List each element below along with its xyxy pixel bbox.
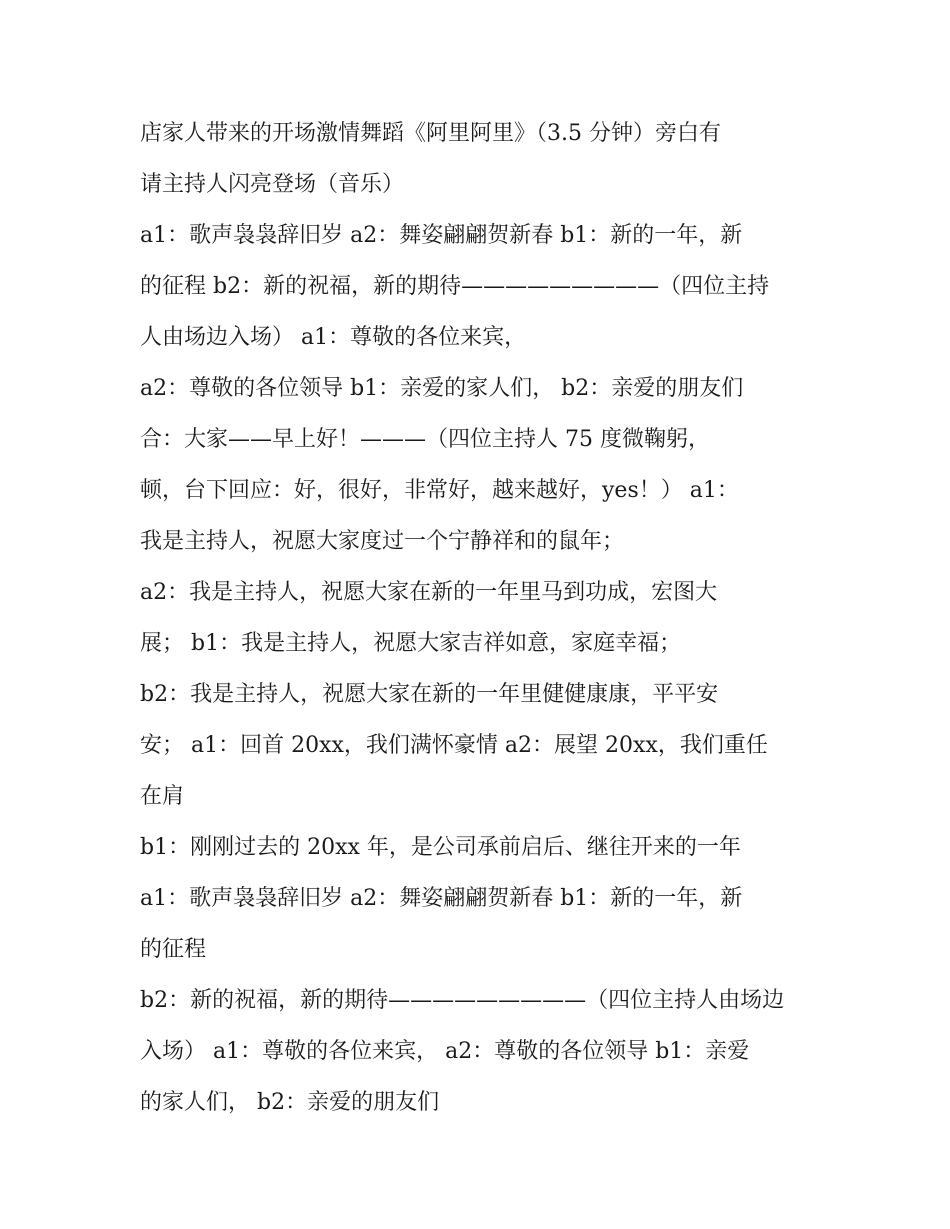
text-line: 的征程 bbox=[140, 937, 207, 962]
text-line: 店家人带来的开场激情舞蹈《阿里阿里》（3.5 分钟）旁白有 bbox=[140, 121, 721, 146]
document-body bbox=[140, 108, 830, 1128]
text-line: b1：刚刚过去的 20xx 年，是公司承前启后、继往开来的一年 bbox=[140, 835, 741, 860]
text-line: 顿，台下回应：好，很好，非常好，越来越好，yes！） a1： bbox=[140, 478, 739, 503]
text-line: b2：新的祝福，新的期待—————————（四位主持人由场边 bbox=[140, 988, 785, 1013]
text-line: 在肩 bbox=[140, 784, 185, 809]
text-line: 安； a1：回首 20xx，我们满怀豪情 a2：展望 20xx，我们重任 bbox=[140, 733, 768, 758]
text-line: a1：歌声袅袅辞旧岁 a2：舞姿翩翩贺新春 b1：新的一年，新 bbox=[140, 886, 743, 911]
text-line: a2：我是主持人，祝愿大家在新的一年里马到功成，宏图大 bbox=[140, 580, 718, 605]
text-line: a2：尊敬的各位领导 b1：亲爱的家人们， b2：亲爱的朋友们 bbox=[140, 376, 744, 401]
text-line: a1：歌声袅袅辞旧岁 a2：舞姿翩翩贺新春 b1：新的一年，新 bbox=[140, 223, 743, 248]
text-line: 我是主持人，祝愿大家度过一个宁静祥和的鼠年； bbox=[140, 529, 625, 554]
text-line: 合：大家——早上好！———（四位主持人 75 度微鞠躬， bbox=[140, 427, 710, 452]
text-line: 请主持人闪亮登场（音乐） bbox=[140, 172, 405, 197]
text-line: 入场） a1：尊敬的各位来宾， a2：尊敬的各位领导 b1：亲爱 bbox=[140, 1039, 750, 1064]
text-line: 的征程 b2：新的祝福，新的期待—————————（四位主持 bbox=[140, 274, 770, 299]
text-line: 的家人们， b2：亲爱的朋友们 bbox=[140, 1090, 440, 1115]
text-line: 展； b1：我是主持人，祝愿大家吉祥如意，家庭幸福； bbox=[140, 631, 682, 656]
text-line: b2：我是主持人，祝愿大家在新的一年里健健康康，平平安 bbox=[140, 682, 719, 707]
text-line: 人由场边入场） a1：尊敬的各位来宾， bbox=[140, 325, 527, 350]
